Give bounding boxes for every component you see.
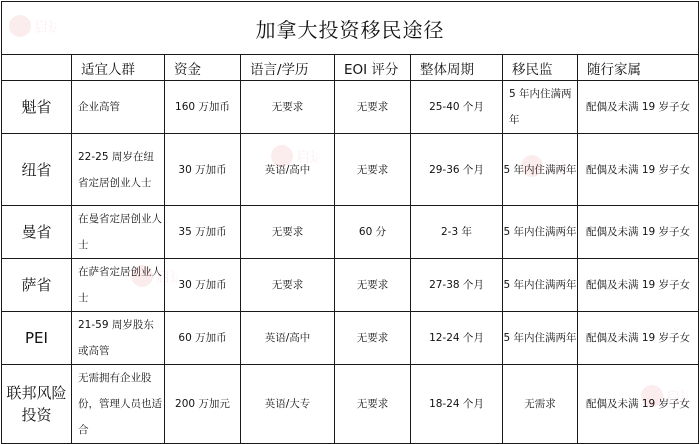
svg-text:启达: 启达 (156, 270, 178, 286)
header-cell-language: 语言/学历 (241, 55, 335, 81)
family-cell: 配偶及未满 19 岁子女 (578, 259, 699, 312)
capital-cell: 30 万加币 (165, 134, 241, 206)
svg-text:启达: 启达 (666, 390, 688, 406)
eoi-cell: 无要求 (335, 312, 411, 365)
table-row-saskatchewan (2, 259, 699, 312)
province-cell: 纽省 (2, 134, 72, 206)
eoi-cell: 无要求 (335, 134, 411, 206)
header-cell-residency: 移民监 (503, 55, 578, 81)
province-cell: 萨省 (2, 259, 72, 312)
residency-cell: 5 年内住满两年 (503, 81, 578, 134)
eoi-cell: 无要求 (335, 365, 411, 444)
immigration-comparison-table (1, 1, 699, 444)
language-cell: 无要求 (241, 81, 335, 134)
family-cell: 配偶及未满 19 岁子女 (578, 134, 699, 206)
people-cell: 在萨省定居创业人士 (72, 259, 165, 312)
language-cell: 英语/高中 (241, 134, 335, 206)
header-cell-eoi: EOI 评分 (335, 55, 411, 81)
capital-cell: 35 万加币 (165, 206, 241, 259)
eoi-cell: 无要求 (335, 81, 411, 134)
table-row-pei (2, 312, 699, 365)
header-cell-cycle: 整体周期 (411, 55, 503, 81)
people-cell: 在曼省定居创业人士 (72, 206, 165, 259)
province-cell: PEI (2, 312, 72, 365)
people-cell: 21-59 周岁股东或高管 (72, 312, 165, 365)
capital-cell: 200 万加元 (165, 365, 241, 444)
province-cell: 曼省 (2, 206, 72, 259)
header-row (2, 55, 699, 81)
capital-cell: 30 万加币 (165, 259, 241, 312)
language-cell: 英语/高中 (241, 312, 335, 365)
family-cell: 配偶及未满 19 岁子女 (578, 312, 699, 365)
table-row-quebec (2, 81, 699, 134)
residency-cell: 5 年内住满两年 (503, 206, 578, 259)
residency-cell: 5 年内住满两年 (503, 312, 578, 365)
cycle-cell: 12-24 个月 (411, 312, 503, 365)
header-cell-capital: 资金 (165, 55, 241, 81)
cycle-cell: 29-36 个月 (411, 134, 503, 206)
people-cell: 无需拥有企业股份，管理人员也适合 (72, 365, 165, 444)
province-cell: 魁省 (2, 81, 72, 134)
header-cell-people: 适宜人群 (72, 55, 165, 81)
eoi-cell: 无要求 (335, 259, 411, 312)
residency-cell: 5 年内住满两年 (503, 134, 578, 206)
family-cell: 配偶及未满 19 岁子女 (578, 365, 699, 444)
header-cell-family: 随行家属 (578, 55, 699, 81)
svg-text:启达: 启达 (546, 160, 568, 176)
table-title: 加拿大投资移民途径 (2, 2, 699, 55)
people-cell: 企业高管 (72, 81, 165, 134)
language-cell: 无要求 (241, 206, 335, 259)
capital-cell: 60 万加币 (165, 312, 241, 365)
header-cell-empty (2, 55, 72, 81)
title-row (2, 2, 699, 55)
cycle-cell: 2-3 年 (411, 206, 503, 259)
svg-text:启达: 启达 (296, 150, 318, 166)
capital-cell: 160 万加币 (165, 81, 241, 134)
residency-cell: 5 年内住满两年 (503, 259, 578, 312)
eoi-cell: 60 分 (335, 206, 411, 259)
language-cell: 无要求 (241, 259, 335, 312)
table-row-federal (2, 365, 699, 444)
family-cell: 配偶及未满 19 岁子女 (578, 206, 699, 259)
people-cell: 22-25 周岁在纽省定居创业人士 (72, 134, 165, 206)
province-cell: 联邦风险投资 (2, 365, 72, 444)
table-row-newfoundland (2, 134, 699, 206)
residency-cell: 无需求 (503, 365, 578, 444)
family-cell: 配偶及未满 19 岁子女 (578, 81, 699, 134)
table-row-manitoba (2, 206, 699, 259)
cycle-cell: 25-40 个月 (411, 81, 503, 134)
cycle-cell: 18-24 个月 (411, 365, 503, 444)
cycle-cell: 27-38 个月 (411, 259, 503, 312)
language-cell: 英语/大专 (241, 365, 335, 444)
